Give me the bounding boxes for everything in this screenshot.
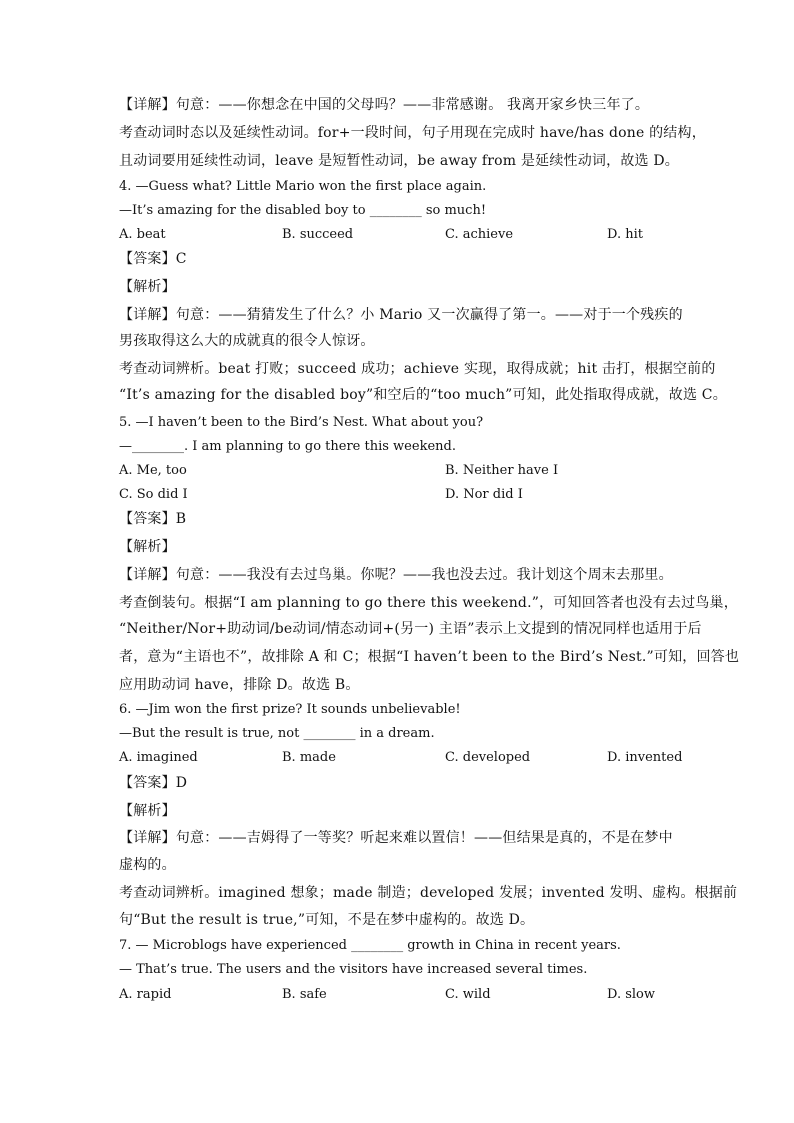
q4-option-d: D. hit bbox=[607, 227, 643, 242]
q7-stem-line-1: 7. — Microblogs have experienced ________ growth in China in recent years. bbox=[119, 938, 621, 953]
q6-detail-line-1: 【详解】句意：——吉姆得了一等奖？听起来难以置信！——但结果是真的，不是在梦中 bbox=[119, 830, 673, 846]
q6-option-c: C. developed bbox=[445, 750, 531, 765]
q7-option-b: B. safe bbox=[282, 987, 327, 1002]
q5-option-d: D. Nor did I bbox=[445, 487, 523, 502]
q3-detail: 【详解】句意：——你想念在中国的父母吗？——非常感谢。 我离开家乡快三年了。 bbox=[119, 97, 650, 113]
q7-stem-line-2: — That’s true. The users and the visitors have increased several times. bbox=[119, 962, 588, 977]
q6-detail-line-2: 虚构的。 bbox=[119, 857, 176, 873]
q5-option-b: B. Neither have I bbox=[445, 463, 559, 478]
q7-option-d: D. slow bbox=[607, 987, 656, 1002]
q7-option-c: C. wild bbox=[445, 987, 491, 1002]
q3-analysis-line-2: 且动词要用延续性动词，leave 是短暂性动词，be away from 是延续性动词，故选 D。 bbox=[119, 153, 679, 169]
q4-answer: 【答案】C bbox=[119, 251, 187, 267]
q6-answer: 【答案】D bbox=[119, 775, 188, 791]
q5-answer: 【答案】B bbox=[119, 511, 187, 527]
q6-option-d: D. invented bbox=[607, 750, 683, 765]
q5-option-a: A. Me, too bbox=[119, 463, 187, 478]
q5-jiexi-heading: 【解析】 bbox=[119, 539, 176, 555]
q5-stem-line-1: 5. —I haven’t been to the Bird’s Nest. What about you? bbox=[119, 415, 484, 430]
q4-option-a: A. beat bbox=[119, 227, 166, 242]
q5-analysis-line-1: 考查倒装句。根据“I am planning to go there this weekend.”，可知回答者也没有去过鸟巢， bbox=[119, 595, 738, 611]
q5-detail: 【详解】句意：——我没有去过鸟巢。你呢？——我也没去过。我计划这个周末去那里。 bbox=[119, 567, 673, 583]
q4-detail-line-1: 【详解】句意：——猜猜发生了什么？小 Mario 又一次赢得了第一。——对于一个残疾的 bbox=[119, 307, 683, 323]
q3-analysis-line-1: 考查动词时态以及延续性动词。for+一段时间，句子用现在完成时 have/has done 的结构， bbox=[119, 125, 706, 141]
q6-analysis-line-2: 句“But the result is true,”可知，不是在梦中虚构的。故选 D。 bbox=[119, 912, 535, 928]
q5-analysis-line-4: 应用助动词 have，排除 D。故选 B。 bbox=[119, 677, 360, 693]
q4-analysis-line-2: “It’s amazing for the disabled boy”和空后的“too much”可知，此处指取得成就，故选 C。 bbox=[119, 387, 727, 403]
q5-analysis-line-3: 者，意为“主语也不”，故排除 A 和 C；根据“I haven’t been to the Bird’s Nest.”可知，回答也 bbox=[119, 649, 740, 665]
q4-stem-line-2: —It’s amazing for the disabled boy to ________ so much! bbox=[119, 203, 487, 218]
q6-stem-line-2: —But the result is true, not ________ in a dream. bbox=[119, 726, 435, 741]
q6-analysis-line-1: 考查动词辨析。imagined 想象；made 制造；developed 发展；invented 发明、虚构。根据前 bbox=[119, 885, 738, 901]
q6-option-a: A. imagined bbox=[119, 750, 198, 765]
q7-option-a: A. rapid bbox=[119, 987, 172, 1002]
q4-jiexi-heading: 【解析】 bbox=[119, 279, 176, 295]
q5-stem-line-2: —________. I am planning to go there this weekend. bbox=[119, 439, 456, 454]
q6-stem-line-1: 6. —Jim won the first prize? It sounds unbelievable! bbox=[119, 702, 461, 717]
q5-option-c: C. So did I bbox=[119, 487, 188, 502]
q4-detail-line-2: 男孩取得这么大的成就真的很令人惊讶。 bbox=[119, 333, 375, 349]
q6-jiexi-heading: 【解析】 bbox=[119, 803, 176, 819]
q4-option-b: B. succeed bbox=[282, 227, 354, 242]
q4-stem-line-1: 4. —Guess what? Little Mario won the first place again. bbox=[119, 179, 487, 194]
q4-analysis-line-1: 考查动词辨析。beat 打败；succeed 成功；achieve 实现，取得成就；hit 击打，根据空前的 bbox=[119, 361, 716, 377]
q6-option-b: B. made bbox=[282, 750, 336, 765]
q5-analysis-line-2: “Neither/Nor+助动词/be动词/情态动词+(另一) 主语”表示上文提到的情况同样也适用于后 bbox=[119, 621, 702, 637]
q4-option-c: C. achieve bbox=[445, 227, 514, 242]
